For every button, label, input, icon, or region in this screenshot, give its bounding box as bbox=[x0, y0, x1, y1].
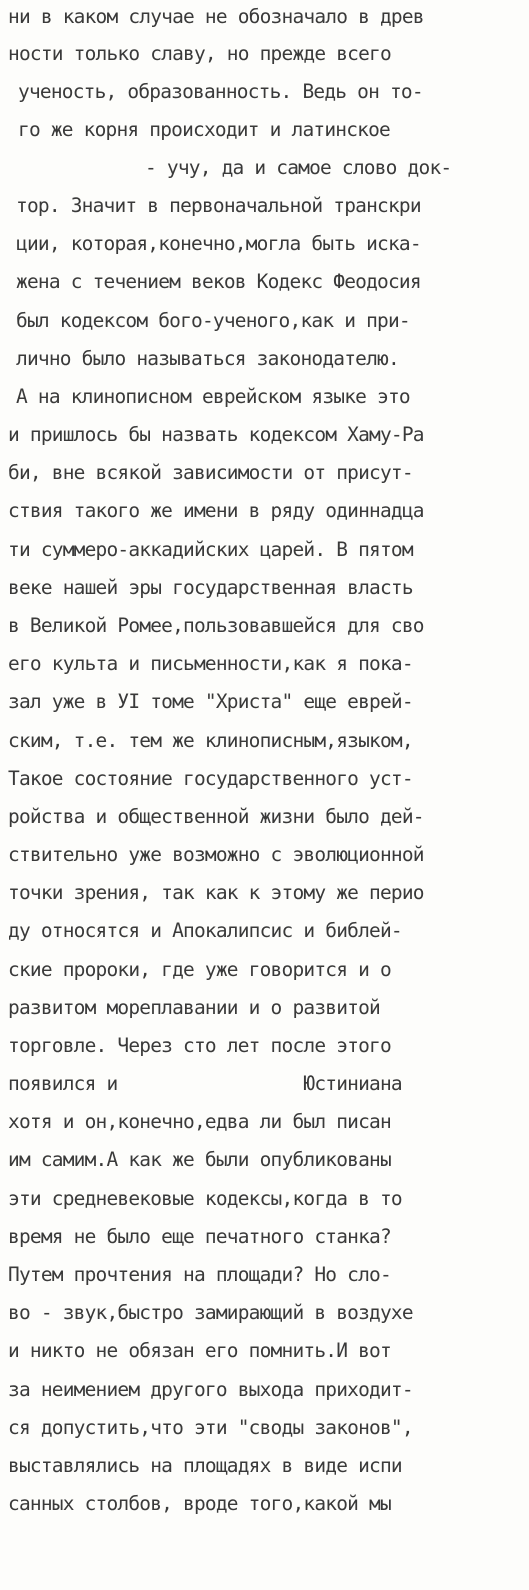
text-line: развитом мореплавании и о развитой bbox=[8, 996, 380, 1019]
text-line: и никто не обязан его помнить.И вот bbox=[8, 1339, 391, 1362]
text-line: выставлялись на площадях в виде испи bbox=[8, 1454, 402, 1477]
text-line: А на клинописном еврейском языке это bbox=[16, 385, 410, 408]
text-line: ученость, образованность. Ведь он то- bbox=[18, 80, 423, 103]
text-line: эти средневековые кодексы,когда в то bbox=[8, 1187, 402, 1210]
text-line: ствительно уже возможно с эволюционной bbox=[8, 843, 424, 866]
text-line: ду относятся и Апокалипсис и библей- bbox=[8, 919, 402, 942]
text-line: был кодексом бого-ученого,как и при- bbox=[16, 309, 410, 332]
text-line: ни в каком случае не обозначало в древ bbox=[8, 5, 424, 28]
text-line: им самим.А как же были опубликованы bbox=[8, 1148, 391, 1171]
text-line: веке нашей эры государственная власть bbox=[8, 576, 413, 599]
text-line: время не было еще печатного станка? bbox=[8, 1225, 391, 1248]
text-line: Путем прочтения на площади? Но сло- bbox=[8, 1263, 391, 1286]
text-line: го же корня происходит и латинское bbox=[18, 118, 390, 141]
text-line: появился и Юстиниана bbox=[8, 1072, 402, 1095]
text-line: точки зрения, так как к этому же перио bbox=[8, 881, 424, 904]
text-line: хотя и он,конечно,едва ли был писан bbox=[8, 1110, 391, 1133]
text-line: за неимением другого выхода приходит- bbox=[8, 1378, 413, 1401]
text-line: би, вне всякой зависимости от присут- bbox=[8, 461, 413, 484]
text-line: во - звук,быстро замирающий в воздухе bbox=[8, 1301, 413, 1324]
text-line: зал уже в УI томе "Христа" еще еврей- bbox=[8, 690, 413, 713]
text-line: ройства и общественной жизни было дей- bbox=[8, 805, 424, 828]
text-line: ским, т.е. тем же клинописным,языком, bbox=[8, 729, 413, 752]
text-line: санных столбов, вроде того,какой мы bbox=[8, 1492, 391, 1515]
text-line: лично было называться законодателю. bbox=[16, 347, 399, 370]
text-line: его культа и письменности,как я пока- bbox=[8, 652, 413, 675]
text-line: в Великой Ромее,пользовавшейся для сво bbox=[8, 614, 424, 637]
text-line: ские пророки, где уже говорится и о bbox=[8, 958, 391, 981]
text-line: ции, которая,конечно,могла быть иска- bbox=[16, 232, 421, 255]
text-line: тор. Значит в первоначальной транскри bbox=[16, 194, 421, 217]
text-line: ствия такого же имени в ряду одиннадца bbox=[8, 499, 424, 522]
text-line: торговле. Через сто лет после этого bbox=[8, 1034, 391, 1057]
text-line: ся допустить,что эти "своды законов", bbox=[8, 1416, 413, 1439]
text-line: ности только славу, но прежде всего bbox=[8, 42, 391, 65]
text-line: ти суммеро-аккадийских царей. В пятом bbox=[8, 538, 413, 561]
text-line: Такое состояние государственного уст- bbox=[8, 767, 413, 790]
text-line: и пришлось бы назвать кодексом Хаму-Ра bbox=[8, 423, 424, 446]
text-line: - учу, да и самое слово док- bbox=[145, 156, 452, 179]
text-line: жена с течением веков Кодекс Феодосия bbox=[16, 270, 421, 293]
